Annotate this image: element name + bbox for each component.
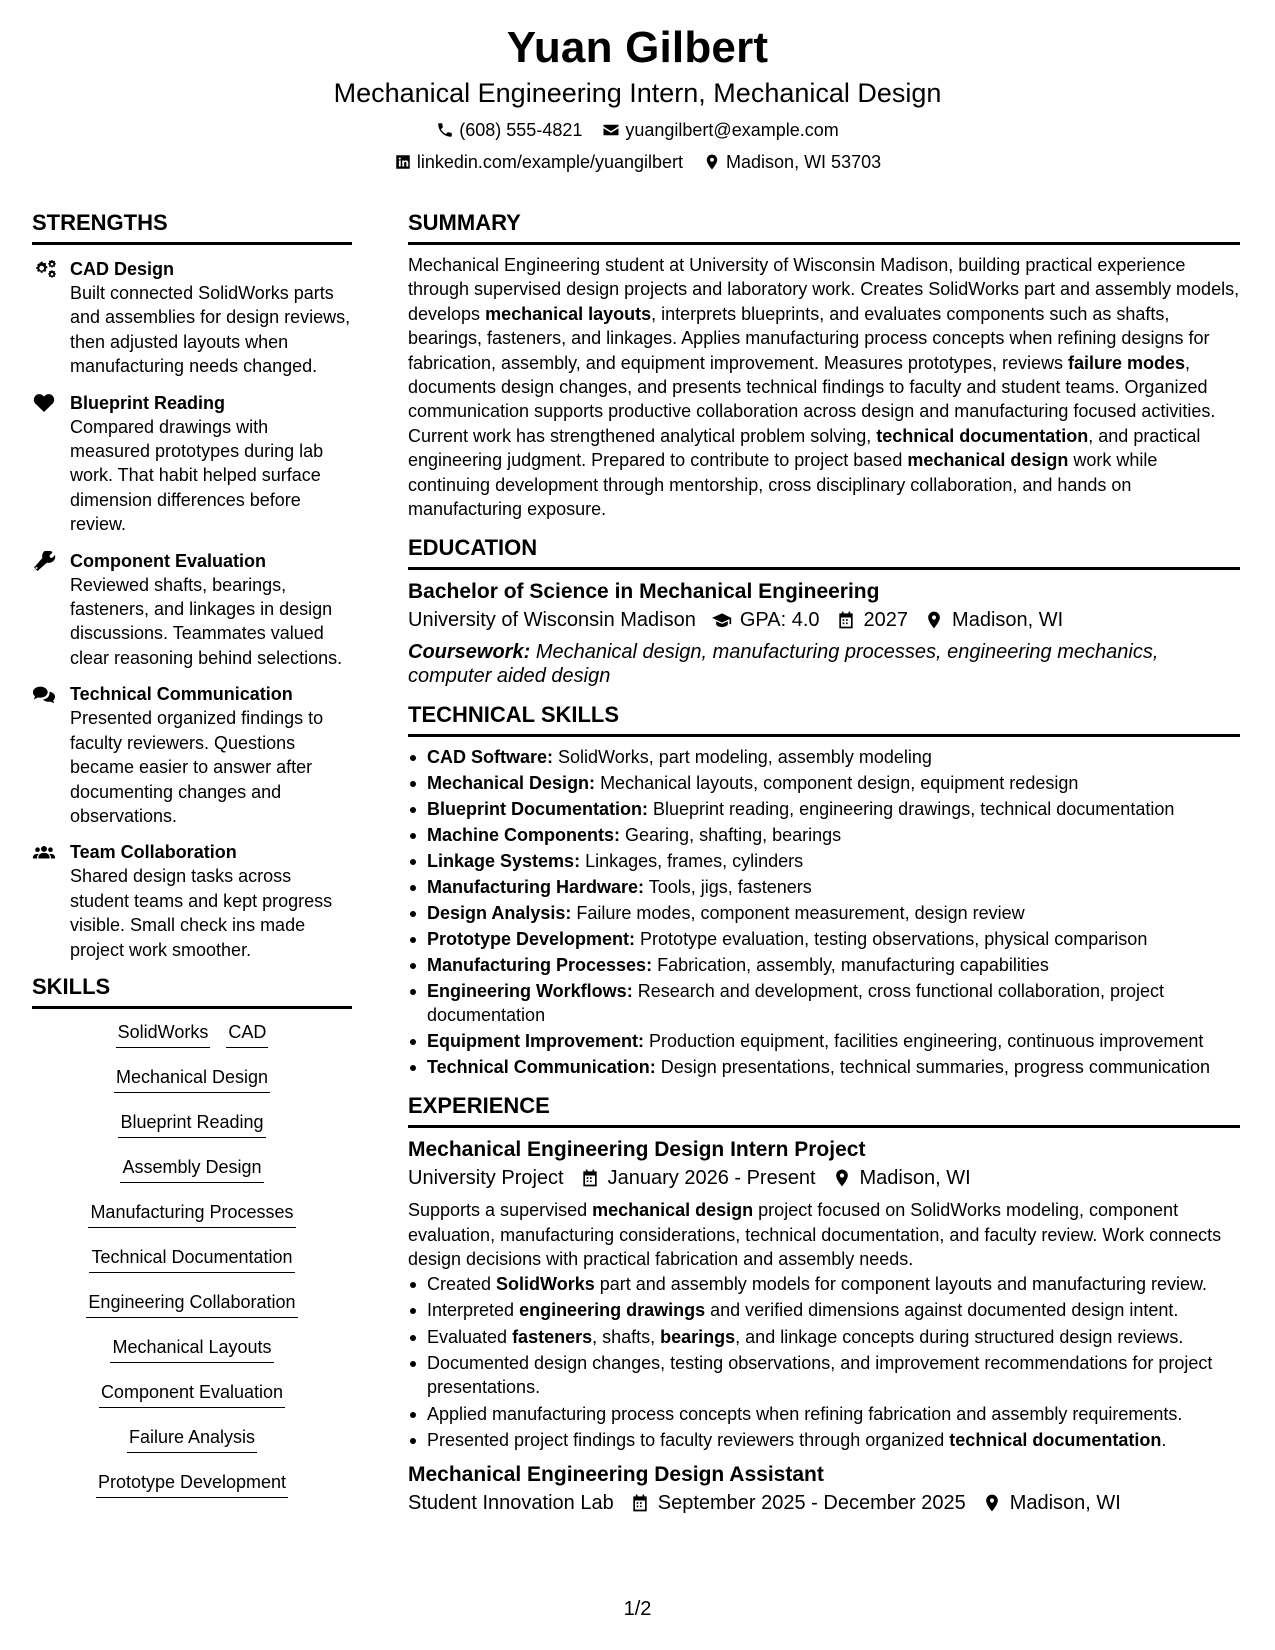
strength-name: Component Evaluation [70,550,267,571]
strength-desc: Shared design tasks across student teams and kept progress visible. Small check ins made project work smoother. [70,866,333,960]
list-item: Engineering Workflows: Research and development, cross functional collaboration, project documentation [408,979,1240,1027]
skill-tag: Engineering Collaboration [86,1289,297,1318]
graduation-cap-icon [712,610,732,630]
list-item: Technical Communication: Design presentations, technical summaries, progress communication [408,1055,1240,1079]
email-text[interactable]: yuangilbert@example.com [625,120,839,140]
job-dates: September 2025 - December 2025 [657,1491,966,1514]
coursework [408,640,1240,688]
coursework-label: Coursework: [408,641,531,664]
summary-section [408,210,1240,521]
calendar-icon [630,1493,650,1513]
location-contact [703,150,881,174]
phone-contact [436,118,582,142]
skill-tag: Manufacturing Processes [88,1199,295,1228]
linkedin-text[interactable]: linkedin.com/example/yuangilbert [416,152,684,172]
linkedin-icon [394,153,412,171]
contact-row-1 [0,118,1275,142]
skill-tag: Prototype Development [96,1469,288,1498]
skill-tag: Mechanical Design [114,1064,270,1093]
list-item: Presented project findings to faculty reviewers through organized technical documentation. [408,1428,1240,1452]
list-item: Design Analysis: Failure modes, component measurement, design review [408,901,1240,925]
job-location: Madison, WI [1009,1491,1121,1514]
strengths-heading: STRENGTHS [32,210,352,245]
job-entry [408,1461,1240,1517]
skills-list [32,1019,352,1514]
strength-name: CAD Design [70,259,175,279]
skill-tag: Technical Documentation [89,1244,294,1273]
map-pin-icon [924,610,944,630]
strength-item [32,549,352,671]
technical-skills-heading: TECHNICAL SKILLS [408,702,1240,737]
summary-text: Mechanical Engineering student at University of Wisconsin Madison, building practical experience through supervised design projects and laboratory work. Creates SolidWorks part and assembly models, develops mechanical layouts, interprets blueprints, and evaluates components such as shafts, bearings, fasteners, and linkages. Applies manufacturing process concepts when refining designs for fabrication, assembly, and equipment improvement. Measures prototypes, reviews failure modes, documents design changes, and presents technical findings to faculty and student teams. Organized communication supports productive collaboration across design and manufacturing focused activities. Current work has strengthened analytical problem solving, technical documentation, and practical engineering judgment. Prepared to contribute to project based mechanical design work while continuing development through mentorship, cross disciplinary collaboration, and hands on manufacturing exposure. [408,255,1240,520]
skill-tag: Component Evaluation [99,1379,285,1408]
map-pin-icon [703,153,721,171]
job-meta [408,1164,1240,1192]
list-item: Documented design changes, testing observations, and improvement recommendations for project presentations. [408,1351,1240,1400]
users-icon [32,842,56,862]
strength-item [32,257,352,379]
job-dates: January 2026 - Present [607,1167,816,1190]
school-name: University of Wisconsin Madison [408,609,696,632]
experience-heading: EXPERIENCE [408,1093,1240,1128]
gears-icon [32,259,56,279]
candidate-name: Yuan Gilbert [506,23,769,72]
skill-tag: Assembly Design [120,1154,263,1183]
job-org: University Project [408,1167,564,1190]
coursework-text: Mechanical design, manufacturing processes, engineering mechanics, computer aided design [408,641,1159,688]
list-item: Machine Components: Gearing, shafting, bearings [408,823,1240,847]
skills-heading: SKILLS [32,974,352,1009]
strength-desc: Reviewed shafts, bearings, fasteners, and linkages in design discussions. Teammates valued clear reasoning behind selections. [70,574,343,668]
list-item: Interpreted engineering drawings and verified dimensions against documented design intent. [408,1298,1240,1322]
list-item: Mechanical Design: Mechanical layouts, component design, equipment redesign [408,771,1240,795]
calendar-icon [580,1168,600,1188]
skill-tag: Blueprint Reading [118,1109,265,1138]
resume-header [0,22,1275,174]
experience-section [408,1093,1240,1516]
location-text: Madison, WI 53703 [726,152,882,172]
education-section [408,535,1240,688]
strength-desc: Built connected SolidWorks parts and assemblies for design reviews, then adjusted layouts when manufacturing needs changed. [70,283,351,377]
linkedin-contact[interactable] [394,150,683,174]
gpa-text: GPA: 4.0 [739,609,820,632]
left-column [32,210,352,1514]
phone-icon [436,121,454,139]
job-meta [408,1489,1240,1517]
list-item: Manufacturing Processes: Fabrication, assembly, manufacturing capabilities [408,953,1240,977]
map-pin-icon [982,1493,1002,1513]
technical-skills-section [408,702,1240,1079]
skills-section [32,974,352,1514]
list-item: Blueprint Documentation: Blueprint reading, engineering drawings, technical documentation [408,797,1240,821]
candidate-title: Mechanical Engineering Intern, Mechanical Design [333,78,942,108]
map-pin-icon [832,1168,852,1188]
education-heading: EDUCATION [408,535,1240,570]
list-item: Applied manufacturing process concepts when refining fabrication and assembly requirements. [408,1402,1240,1426]
job-entry [408,1136,1240,1452]
strength-name: Team Collaboration [70,842,237,863]
email-contact[interactable] [602,118,838,142]
heart-icon [32,393,56,413]
page-number: 1/2 [623,1598,652,1620]
right-column [408,210,1240,1517]
skill-tag: SolidWorks [116,1019,211,1048]
skill-tag: Mechanical Layouts [110,1334,273,1363]
contact-row-2 [0,150,1275,174]
strengths-list [32,257,352,962]
summary-heading: SUMMARY [408,210,1240,245]
list-item: Evaluated fasteners, shafts, bearings, and linkage concepts during structured design reviews. [408,1325,1240,1349]
list-item: CAD Software: SolidWorks, part modeling, assembly modeling [408,745,1240,769]
calendar-icon [836,610,856,630]
strength-name: Technical Communication [70,684,293,705]
list-item: Manufacturing Hardware: Tools, jigs, fasteners [408,875,1240,899]
list-item: Equipment Improvement: Production equipment, facilities engineering, continuous improvement [408,1029,1240,1053]
skill-tag: Failure Analysis [127,1424,257,1453]
school-location: Madison, WI [952,609,1064,632]
job-description: Supports a supervised mechanical design project focused on SolidWorks modeling, component evaluation, manufacturing considerations, technical documentation, and faculty review. Work connects design decisions with practical fabrication and assembly needs. [408,1200,1222,1270]
list-item: Created SolidWorks part and assembly models for component layouts and manufacturing review. [408,1272,1240,1296]
strength-desc: Presented organized findings to faculty reviewers. Questions became easier to answer after documenting changes and observations. [70,708,324,826]
job-title: Mechanical Engineering Design Intern Project [408,1138,866,1162]
wrench-icon [32,551,56,571]
graduation-year: 2027 [863,609,909,632]
technical-skills-list [408,745,1240,1079]
phone-text: (608) 555-4821 [459,120,583,140]
comments-icon [32,684,56,704]
skill-tag: CAD [226,1019,268,1048]
job-location: Madison, WI [859,1167,971,1190]
strength-item [32,391,352,537]
degree-title: Bachelor of Science in Mechanical Engineering [408,580,880,604]
envelope-icon [602,121,620,139]
list-item: Prototype Development: Prototype evaluation, testing observations, physical comparison [408,927,1240,951]
strength-item [32,840,352,962]
job-org: Student Innovation Lab [408,1491,614,1514]
strength-desc: Compared drawings with measured prototypes during lab work. That habit helped surface dimension differences before review. [70,416,324,535]
job-bullets [408,1272,1240,1453]
strength-name: Blueprint Reading [70,392,226,413]
education-meta [408,606,1240,634]
list-item: Linkage Systems: Linkages, frames, cylinders [408,849,1240,873]
job-title: Mechanical Engineering Design Assistant [408,1462,824,1486]
strength-item [32,682,352,828]
